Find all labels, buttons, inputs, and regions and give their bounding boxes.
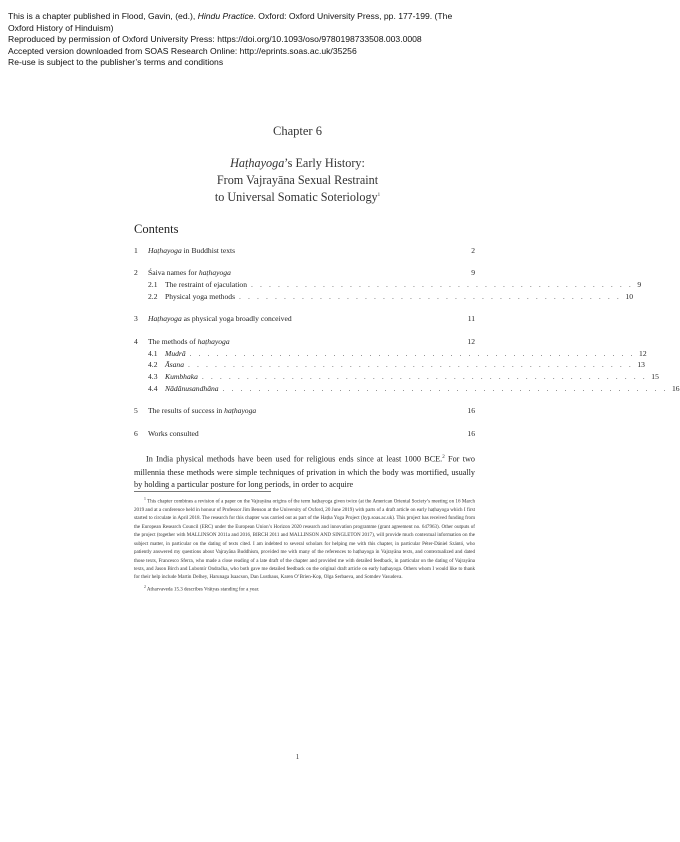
toc-entry[interactable]: 5 The results of success in haṭhayoga 16 <box>134 406 475 416</box>
header-line-doi: Reproduced by permission of Oxford University Press: https://doi.org/10.1093/oso/9780198733508.003.0008 <box>8 34 422 44</box>
header-line-terms: Re-use is subject to the publisher’s terms and conditions <box>8 57 224 67</box>
toc-leader-dots: . . . . . . . . . . . . . . . . . . . . . . . . . . . . . . . . . . . . . . . . . . . <box>239 291 622 301</box>
footnote-2: $^2$ Atharvaveda 15.3 describes Vrātyas standing for a year. <box>144 584 260 593</box>
toc-entry[interactable]: 3 Haṭhayoga as physical yoga broadly conceived 11 <box>134 314 475 324</box>
footnote-ref-1[interactable]: 1 <box>377 193 381 198</box>
toc-leader-dots: . . . . . . . . . . . . . . . . . . . . . . . . . . . . . . . . . . . . . . . . . . . . . . . . . . <box>187 360 634 370</box>
toc-leader-dots: . . . . . . . . . . . . . . . . . . . . . . . . . . . . . . . . . . . . . . . . . . . . . . . . . . <box>222 383 668 393</box>
header-line-eprints: Accepted version downloaded from SOAS Research Online: http://eprints.soas.ac.uk/35256 <box>8 45 357 56</box>
permission-header <box>8 11 588 69</box>
toc-leader-dots: . . . . . . . . . . . . . . . . . . . . . . . . . . . . . . . . . . . . . . . . . . . <box>251 280 634 290</box>
toc-leader-dots: . . . . . . . . . . . . . . . . . . . . . . . . . . . . . . . . . . . . . . . . . . . . . . . . . . <box>189 348 636 358</box>
toc-entry[interactable]: 4 The methods of haṭhayoga 12 <box>134 336 475 346</box>
contents-heading: Contents <box>134 222 179 236</box>
footnote-1: $^1$ This chapter combines a revision of a paper on the Vajrayāna origins of the term haṭhayoga given twice (at the American Oriental Society’s meeting on 16 March 2019 and at a conference held in honour of Professor Jim Benson at the University of Oxford, 20 June 2019) with parts of a draft article on early haṭhayoga which I first started to circulate in April 2018. The research for this chapter was carried out as part of the Haṭha Yoga Project (hyp.soas.ac.uk). This project has received funding from the European Research Council (ERC) under the European Union’s Horizon 2020 research and innovation programme (grant agreement no. 647963). Other outputs of the project (together with MALLINSON 2011a and 2016, BIRCH 2011 and MALLINSON AND SINGLETON 2017), will provide much contextual information on the subject matter, in particular on the dating of texts cited. I am indebted to several scholars for helping me with this chapter, in particular Péter-Dániel Szántó, who patiently answered my questions about Vajrayāna Buddhism, provided me with many of the references to haṭhayoga in Vajrayāna texts, and contextualized and dated those texts, Francesco Sferra, who made a close reading of a late draft of the chapter and provided me with detailed feedback, in particular on the dating of Vajrayāna texts, and Jason Birch and Lubomír Ondračka, who both gave me detailed feedback on the original draft article on early haṭhayoga. Others whom I would like to thank for their help include Martin Delhey, Harunaga Isaacson, Dan Lusthaus, Karen O’Brien-Kop, Olga Serbaeva, and Somdev Vasudeva. <box>134 497 476 581</box>
toc-entry[interactable]: 6 Works consulted 16 <box>134 428 475 438</box>
footnotes <box>134 495 475 595</box>
page-number: 1 <box>295 753 300 761</box>
toc-subentry[interactable]: 2.1 The restraint of ejaculation . . . . . . . . . . . . . . . . . . . . . . . . . . . . . . . . . . . . . . . . . . . 9 <box>148 280 642 290</box>
chapter-title: Haṭhayoga’s Early History: From Vajrayāna Sexual Restraint to Universal Somatic Soteriology$^1$ <box>214 156 381 205</box>
chapter-number: Chapter 6 <box>273 124 322 138</box>
toc-subentry[interactable]: 4.3 Kumbhaka . . . . . . . . . . . . . . . . . . . . . . . . . . . . . . . . . . . . . . . . . . . . . . . . . . 15 <box>148 372 659 382</box>
footnote-rule <box>134 491 271 492</box>
footnote-ref-2[interactable]: 2 <box>442 455 445 460</box>
header-line-1: This is a chapter published in Flood, Gavin, (ed.), Hindu Practice. Oxford: Oxford University Press, pp. 177-199. (The <box>8 11 453 21</box>
header-line-2: Oxford History of Hinduism) <box>8 22 114 33</box>
table-of-contents <box>134 246 680 441</box>
toc-subentry[interactable]: 4.2 Āsana . . . . . . . . . . . . . . . . . . . . . . . . . . . . . . . . . . . . . . . . . . . . . . . . . . 13 <box>148 360 645 370</box>
toc-subentry[interactable]: 2.2 Physical yoga methods . . . . . . . . . . . . . . . . . . . . . . . . . . . . . . . . . . . . . . . . . . . 10 <box>148 291 633 301</box>
body-paragraph: In India physical methods have been used for religious ends since at least 1000 BCE.$^2$ For two millennia these methods were simple techniques of privation in which the body was mortified, usually by holding a particular posture for long periods, in order to acquire <box>134 454 475 490</box>
toc-leader-dots: . . . . . . . . . . . . . . . . . . . . . . . . . . . . . . . . . . . . . . . . . . . . . . . . . . <box>201 372 648 382</box>
toc-entry[interactable]: 2 Śaiva names for haṭhayoga 9 <box>134 268 475 278</box>
toc-subentry[interactable]: 4.1 Mudrā . . . . . . . . . . . . . . . . . . . . . . . . . . . . . . . . . . . . . . . . . . . . . . . . . . 12 <box>148 348 647 358</box>
toc-subentry[interactable]: 4.4 Nādānusandhāna . . . . . . . . . . . . . . . . . . . . . . . . . . . . . . . . . . . . . . . . . . . . . . . . . . 16 <box>148 383 680 393</box>
toc-entry[interactable]: 1 Haṭhayoga in Buddhist texts 2 <box>134 246 475 255</box>
